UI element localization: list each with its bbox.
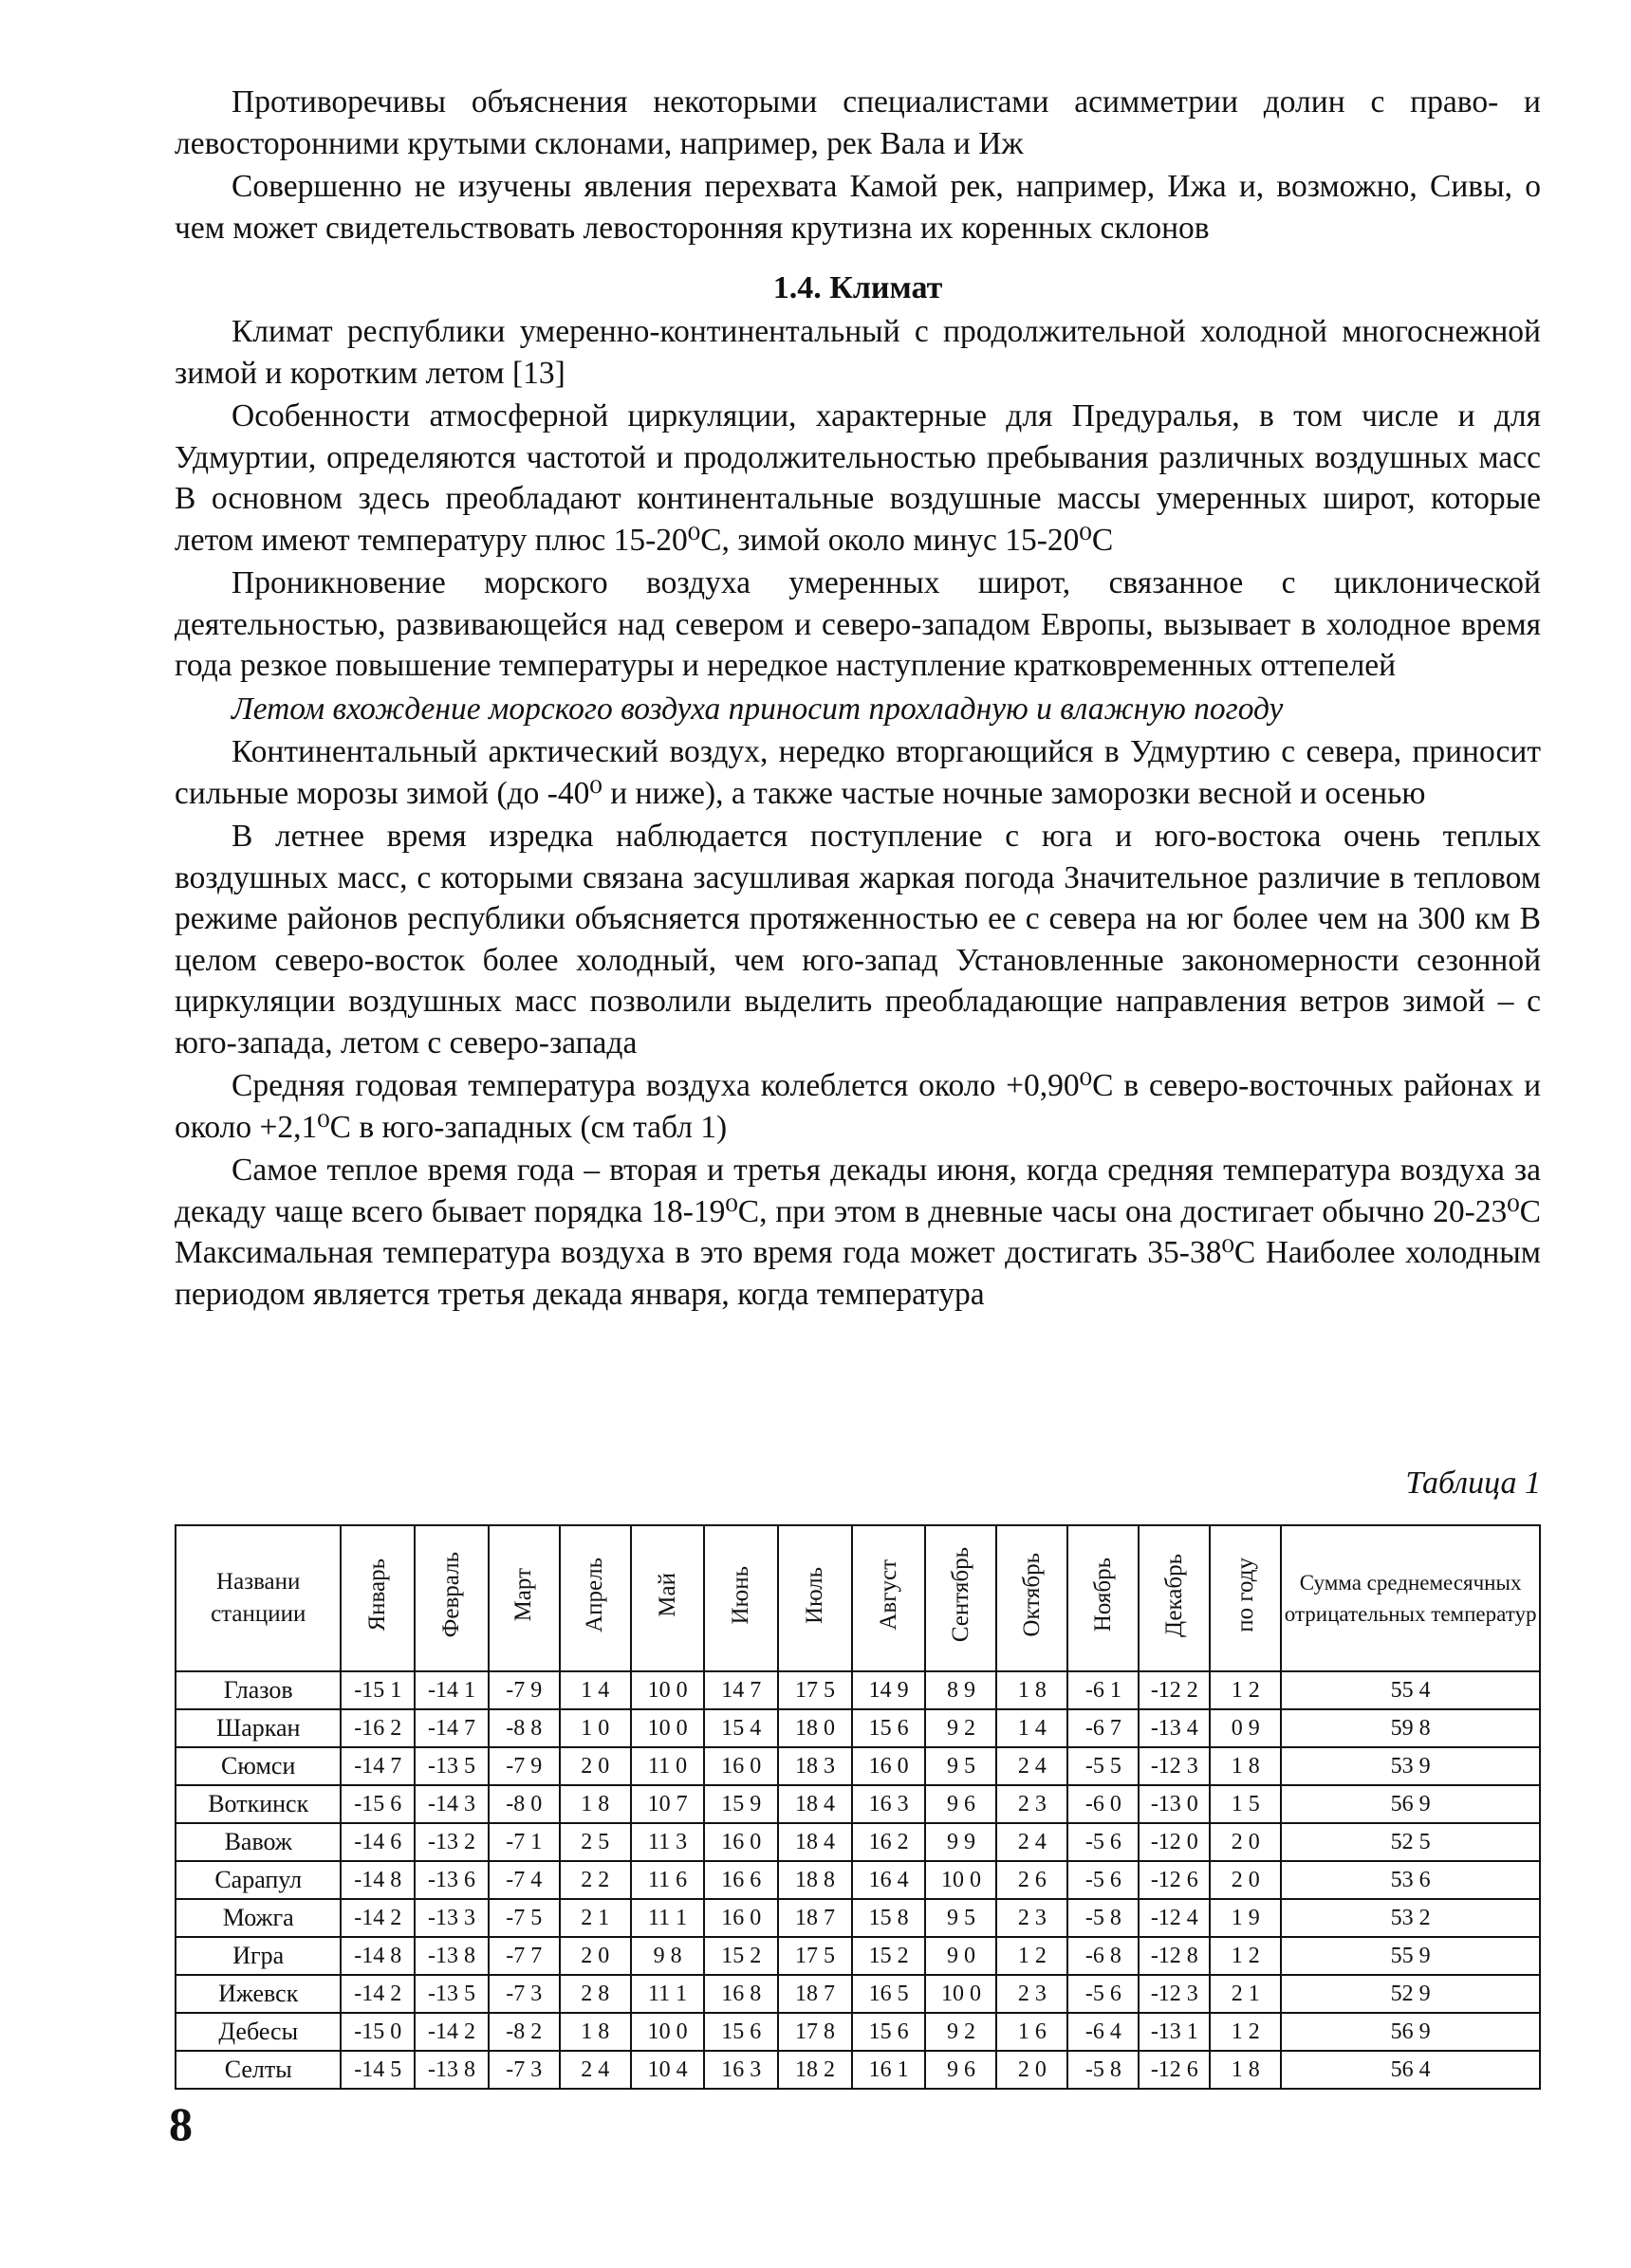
value-cell: 16 3 — [852, 1785, 926, 1823]
value-cell: -14 6 — [341, 1823, 415, 1861]
value-cell: -7 9 — [489, 1671, 560, 1709]
value-cell: 2 3 — [996, 1899, 1067, 1937]
value-cell: -6 4 — [1067, 2013, 1139, 2051]
value-cell: -7 5 — [489, 1899, 560, 1937]
paragraph-italic: Летом вхождение морского воздуха приносит прохладную и влажную погоду — [232, 691, 1284, 727]
station-name-cell: Воткинск — [176, 1785, 341, 1823]
value-cell: 1 8 — [1210, 2051, 1281, 2089]
value-cell: 18 4 — [778, 1785, 852, 1823]
table-row — [176, 1785, 1540, 1823]
month-column-header: Март — [489, 1525, 560, 1671]
value-cell: 10 0 — [925, 1861, 996, 1899]
value-cell: -14 2 — [341, 1899, 415, 1937]
value-cell: 2 0 — [560, 1937, 631, 1975]
value-cell: 16 2 — [852, 1823, 926, 1861]
table-row — [176, 1899, 1540, 1937]
table-row — [176, 1937, 1540, 1975]
value-cell: 18 3 — [778, 1747, 852, 1785]
value-cell: 11 6 — [631, 1861, 705, 1899]
value-cell: 9 6 — [925, 2051, 996, 2089]
value-cell: -13 2 — [415, 1823, 489, 1861]
month-column-header: Апрель — [560, 1525, 631, 1671]
value-cell: 14 9 — [852, 1671, 926, 1709]
value-cell: 55 9 — [1281, 1937, 1540, 1975]
value-cell: 56 9 — [1281, 1785, 1540, 1823]
value-cell: 10 7 — [631, 1785, 705, 1823]
month-column-header: Август — [852, 1525, 926, 1671]
value-cell: 16 0 — [704, 1747, 778, 1785]
value-cell: 15 2 — [704, 1937, 778, 1975]
month-column-header: Июль — [778, 1525, 852, 1671]
climate-table — [175, 1524, 1541, 2090]
value-cell: 17 5 — [778, 1671, 852, 1709]
value-cell: 56 9 — [1281, 2013, 1540, 2051]
station-name-cell: Ижевск — [176, 1975, 341, 2013]
value-cell: 16 6 — [704, 1861, 778, 1899]
value-cell: -12 4 — [1139, 1899, 1210, 1937]
value-cell: -5 6 — [1067, 1823, 1139, 1861]
section-heading: 1.4. Климат — [772, 270, 943, 305]
value-cell: -5 8 — [1067, 1899, 1139, 1937]
value-cell: -15 0 — [341, 2013, 415, 2051]
value-cell: 2 0 — [1210, 1861, 1281, 1899]
value-cell: -5 6 — [1067, 1861, 1139, 1899]
value-cell: -14 1 — [415, 1671, 489, 1709]
value-cell: 16 0 — [704, 1899, 778, 1937]
table-header-row — [176, 1525, 1540, 1671]
value-cell: -13 5 — [415, 1975, 489, 2013]
value-cell: 16 0 — [852, 1747, 926, 1785]
value-cell: 18 7 — [778, 1975, 852, 2013]
table-row — [176, 1823, 1540, 1861]
value-cell: -14 2 — [341, 1975, 415, 2013]
page-number: 8 — [169, 2097, 193, 2150]
value-cell: 18 4 — [778, 1823, 852, 1861]
value-cell: 10 0 — [631, 1671, 705, 1709]
station-name-cell: Вавож — [176, 1823, 341, 1861]
value-cell: 1 8 — [560, 1785, 631, 1823]
value-cell: -7 1 — [489, 1823, 560, 1861]
month-column-header: Декабрь — [1139, 1525, 1210, 1671]
table-row — [176, 2013, 1540, 2051]
value-cell: -14 7 — [341, 1747, 415, 1785]
value-cell: -14 8 — [341, 1937, 415, 1975]
table-row — [176, 1861, 1540, 1899]
table-row — [176, 1671, 1540, 1709]
station-column-header: Названи станциии — [176, 1525, 341, 1671]
value-cell: 0 9 — [1210, 1709, 1281, 1747]
table-row — [176, 1747, 1540, 1785]
value-cell: 1 5 — [1210, 1785, 1281, 1823]
value-cell: -6 8 — [1067, 1937, 1139, 1975]
value-cell: -13 4 — [1139, 1709, 1210, 1747]
value-cell: -12 8 — [1139, 1937, 1210, 1975]
value-cell: 52 9 — [1281, 1975, 1540, 2013]
value-cell: 9 6 — [925, 1785, 996, 1823]
value-cell: 11 3 — [631, 1823, 705, 1861]
value-cell: 18 2 — [778, 2051, 852, 2089]
value-cell: 59 8 — [1281, 1709, 1540, 1747]
value-cell: -15 6 — [341, 1785, 415, 1823]
value-cell: 16 0 — [704, 1823, 778, 1861]
value-cell: -15 1 — [341, 1671, 415, 1709]
value-cell: 15 6 — [852, 1709, 926, 1747]
value-cell: -13 0 — [1139, 1785, 1210, 1823]
value-cell: 9 2 — [925, 2013, 996, 2051]
value-cell: 1 2 — [1210, 2013, 1281, 2051]
value-cell: -12 6 — [1139, 2051, 1210, 2089]
paragraph: В летнее время изредка наблюдается поступление с юга и юго-востока очень теплых воздушных масс, с которыми связана засушливая жаркая погода Значительное различие в тепловом режиме районов республики объясняется протяженностью ее с севера на юг более чем на 300 км В целом северо-восток более холодный, чем юго-запад Установленные закономерности сезонной циркуляции воздушных масс позволили выделить преобладающие направления ветров зимой – с юго-запада, летом с северо-запада — [175, 819, 1541, 1060]
table-row — [176, 1709, 1540, 1747]
value-cell: 1 2 — [1210, 1671, 1281, 1709]
value-cell: 11 1 — [631, 1975, 705, 2013]
value-cell: 1 8 — [560, 2013, 631, 2051]
value-cell: 18 8 — [778, 1861, 852, 1899]
station-name-cell: Игра — [176, 1937, 341, 1975]
value-cell: 16 3 — [704, 2051, 778, 2089]
value-cell: 2 0 — [560, 1747, 631, 1785]
value-cell: 11 0 — [631, 1747, 705, 1785]
sum-column-header: Сумма среднемесячных отрицательных температур — [1281, 1525, 1540, 1671]
value-cell: 53 6 — [1281, 1861, 1540, 1899]
station-name-cell: Можга — [176, 1899, 341, 1937]
value-cell: -5 5 — [1067, 1747, 1139, 1785]
value-cell: 17 5 — [778, 1937, 852, 1975]
value-cell: 1 0 — [560, 1709, 631, 1747]
value-cell: 2 8 — [560, 1975, 631, 2013]
value-cell: 1 4 — [996, 1709, 1067, 1747]
value-cell: 9 0 — [925, 1937, 996, 1975]
value-cell: 9 5 — [925, 1747, 996, 1785]
month-column-header: Май — [631, 1525, 705, 1671]
value-cell: -13 1 — [1139, 2013, 1210, 2051]
value-cell: 15 6 — [852, 2013, 926, 2051]
value-cell: -12 2 — [1139, 1671, 1210, 1709]
value-cell: -16 2 — [341, 1709, 415, 1747]
value-cell: 18 7 — [778, 1899, 852, 1937]
value-cell: -12 6 — [1139, 1861, 1210, 1899]
value-cell: -14 7 — [415, 1709, 489, 1747]
value-cell: -13 8 — [415, 1937, 489, 1975]
value-cell: -14 3 — [415, 1785, 489, 1823]
paragraph: Особенности атмосферной циркуляции, характерные для Предуралья, в том числе и для Удмуртии, определяются частотой и продолжительностью пребывания различных воздушных масс В основном здесь преобладают континентальные воздушные массы умеренных широт, которые летом имеют температуру плюс 15-20⁰С, зимой около минус 15-20⁰С — [175, 398, 1541, 558]
value-cell: -14 8 — [341, 1861, 415, 1899]
value-cell: 9 5 — [925, 1899, 996, 1937]
value-cell: 53 2 — [1281, 1899, 1540, 1937]
paragraph: Континентальный арктический воздух, нередко вторгающийся в Удмуртию с севера, приносит сильные морозы зимой (до -40⁰ и ниже), а также частые ночные заморозки весной и осенью — [175, 734, 1541, 811]
value-cell: -13 6 — [415, 1861, 489, 1899]
value-cell: -8 8 — [489, 1709, 560, 1747]
station-name-cell: Селты — [176, 2051, 341, 2089]
value-cell: 2 0 — [996, 2051, 1067, 2089]
table-body — [176, 1671, 1540, 2089]
value-cell: 2 3 — [996, 1975, 1067, 2013]
station-name-cell: Сарапул — [176, 1861, 341, 1899]
value-cell: -8 2 — [489, 2013, 560, 2051]
value-cell: 1 6 — [996, 2013, 1067, 2051]
value-cell: 55 4 — [1281, 1671, 1540, 1709]
value-cell: 9 2 — [925, 1709, 996, 1747]
month-column-header: по году — [1210, 1525, 1281, 1671]
value-cell: -5 8 — [1067, 2051, 1139, 2089]
value-cell: 2 0 — [1210, 1823, 1281, 1861]
paragraph: Самое теплое время года – вторая и третья декады июня, когда средняя температура воздуха за декаду чаще всего бывает порядка 18-19⁰С, при этом в дневные часы она достигает обычно 20-23⁰С Максимальная температура воздуха в это время года может достигать 35-38⁰С Наиболее холодным периодом является третья декада января, когда температура — [175, 1152, 1541, 1312]
paragraph: Климат республики умеренно-континентальный с продолжительной холодной многоснежной зимой и коротким летом [13] — [175, 314, 1541, 391]
value-cell: 15 4 — [704, 1709, 778, 1747]
value-cell: 2 5 — [560, 1823, 631, 1861]
value-cell: 15 2 — [852, 1937, 926, 1975]
value-cell: -12 3 — [1139, 1747, 1210, 1785]
value-cell: 15 8 — [852, 1899, 926, 1937]
value-cell: 15 6 — [704, 2013, 778, 2051]
station-name-cell: Дебесы — [176, 2013, 341, 2051]
value-cell: -6 7 — [1067, 1709, 1139, 1747]
paragraph: Противоречивы объяснения некоторыми специалистами асимметрии долин с право- и левосторонними крутыми склонами, например, рек Вала и Иж — [175, 84, 1541, 161]
value-cell: 16 4 — [852, 1861, 926, 1899]
month-column-header: Январь — [341, 1525, 415, 1671]
value-cell: 10 0 — [925, 1975, 996, 2013]
value-cell: 2 1 — [560, 1899, 631, 1937]
value-cell: 8 9 — [925, 1671, 996, 1709]
month-column-header: Сентябрь — [925, 1525, 996, 1671]
paragraph: Совершенно не изучены явления перехвата Камой рек, например, Ижа и, возможно, Сивы, о чем может свидетельствовать левосторонняя крутизна их коренных склонов — [175, 169, 1541, 246]
value-cell: 1 8 — [1210, 1747, 1281, 1785]
value-cell: -7 7 — [489, 1937, 560, 1975]
value-cell: -8 0 — [489, 1785, 560, 1823]
station-name-cell: Глазов — [176, 1671, 341, 1709]
value-cell: -12 0 — [1139, 1823, 1210, 1861]
value-cell: 10 4 — [631, 2051, 705, 2089]
body-text-top — [175, 82, 1541, 1317]
value-cell: -13 3 — [415, 1899, 489, 1937]
value-cell: 52 5 — [1281, 1823, 1540, 1861]
station-name-cell: Шаркан — [176, 1709, 341, 1747]
value-cell: -13 5 — [415, 1747, 489, 1785]
value-cell: 16 8 — [704, 1975, 778, 2013]
value-cell: 18 0 — [778, 1709, 852, 1747]
table-row — [176, 1975, 1540, 2013]
value-cell: 9 8 — [631, 1937, 705, 1975]
value-cell: 2 6 — [996, 1861, 1067, 1899]
value-cell: 2 4 — [560, 2051, 631, 2089]
value-cell: -6 1 — [1067, 1671, 1139, 1709]
table-row — [176, 2051, 1540, 2089]
value-cell: 1 2 — [996, 1937, 1067, 1975]
table-caption: Таблица 1 — [1405, 1466, 1541, 1501]
value-cell: 2 4 — [996, 1823, 1067, 1861]
value-cell: 2 2 — [560, 1861, 631, 1899]
value-cell: 15 9 — [704, 1785, 778, 1823]
value-cell: -7 4 — [489, 1861, 560, 1899]
value-cell: 9 9 — [925, 1823, 996, 1861]
month-column-header: Ноябрь — [1067, 1525, 1139, 1671]
value-cell: 10 0 — [631, 1709, 705, 1747]
value-cell: 2 3 — [996, 1785, 1067, 1823]
value-cell: -12 3 — [1139, 1975, 1210, 2013]
month-column-header: Февраль — [415, 1525, 489, 1671]
value-cell: 16 5 — [852, 1975, 926, 2013]
paragraph: Средняя годовая температура воздуха колеблется около +0,90⁰С в северо-восточных районах и около +2,1⁰С в юго-западных (см табл 1) — [175, 1068, 1541, 1145]
paragraph: Проникновение морского воздуха умеренных широт, связанное с циклонической деятельностью, развивающейся над севером и северо-западом Европы, вызывает в холодное время года резкое повышение температуры и нередкое наступление кратковременных оттепелей — [175, 565, 1541, 683]
value-cell: 14 7 — [704, 1671, 778, 1709]
value-cell: -5 6 — [1067, 1975, 1139, 2013]
value-cell: -14 2 — [415, 2013, 489, 2051]
value-cell: 1 8 — [996, 1671, 1067, 1709]
value-cell: 1 9 — [1210, 1899, 1281, 1937]
value-cell: 10 0 — [631, 2013, 705, 2051]
value-cell: -13 8 — [415, 2051, 489, 2089]
value-cell: -7 3 — [489, 2051, 560, 2089]
value-cell: 1 4 — [560, 1671, 631, 1709]
value-cell: 1 2 — [1210, 1937, 1281, 1975]
value-cell: -6 0 — [1067, 1785, 1139, 1823]
month-column-header: Июнь — [704, 1525, 778, 1671]
month-column-header: Октябрь — [996, 1525, 1067, 1671]
value-cell: -14 5 — [341, 2051, 415, 2089]
value-cell: 11 1 — [631, 1899, 705, 1937]
value-cell: 2 4 — [996, 1747, 1067, 1785]
value-cell: -7 3 — [489, 1975, 560, 2013]
value-cell: -7 9 — [489, 1747, 560, 1785]
value-cell: 53 9 — [1281, 1747, 1540, 1785]
station-name-cell: Сюмси — [176, 1747, 341, 1785]
value-cell: 17 8 — [778, 2013, 852, 2051]
value-cell: 16 1 — [852, 2051, 926, 2089]
value-cell: 2 1 — [1210, 1975, 1281, 2013]
value-cell: 56 4 — [1281, 2051, 1540, 2089]
